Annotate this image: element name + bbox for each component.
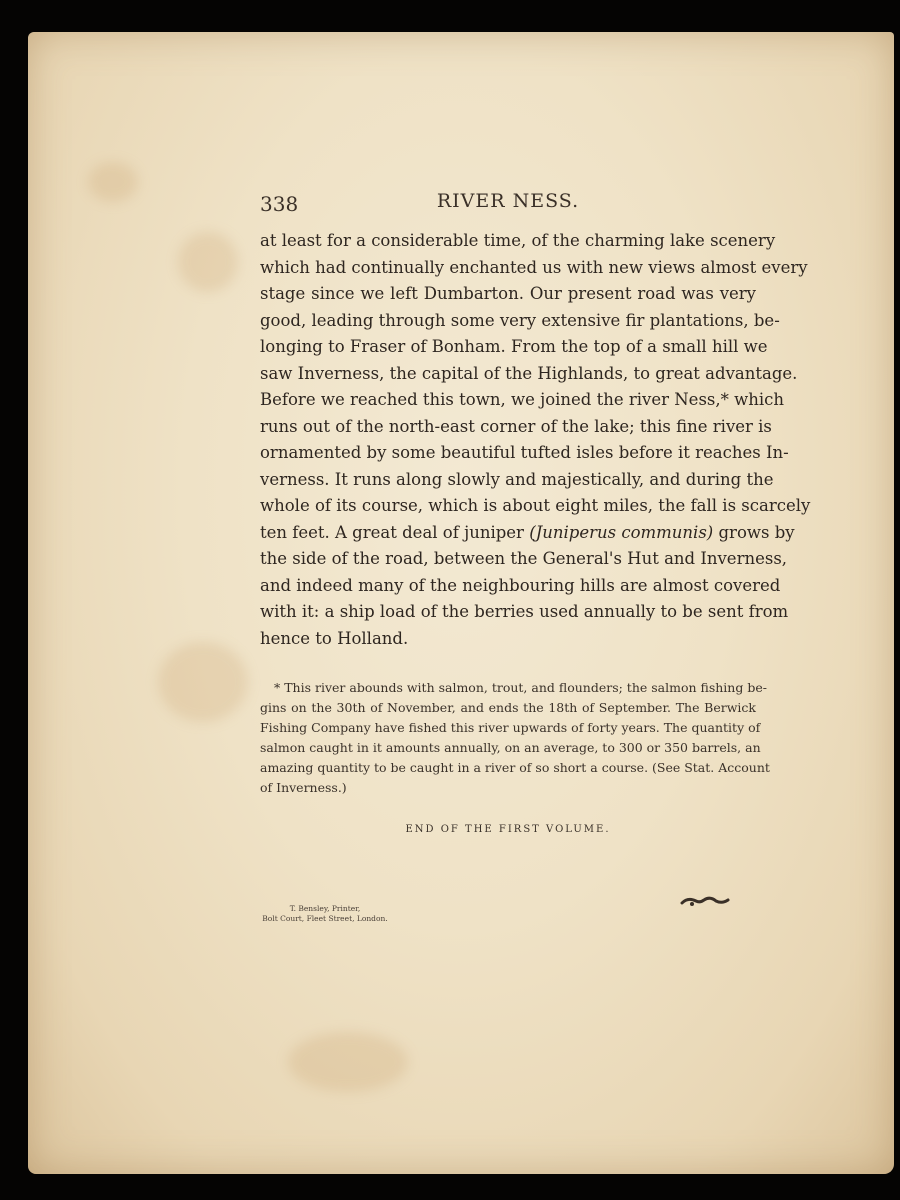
footnote-line: * This river abounds with salmon, trout, and flounders; the salmon fishing be-	[274, 680, 767, 695]
footnote-line: gins on the 30th of November, and ends the 18th of September. The Berwick	[260, 700, 756, 715]
end-of-volume-note: END OF THE FIRST VOLUME.	[405, 824, 611, 835]
body-line: which had continually enchanted us with new views almost every	[260, 257, 808, 277]
body-line: whole of its course, which is about eight miles, the fall is scarcely	[260, 496, 811, 515]
botanical-name: (Juniperus communis)	[529, 522, 714, 542]
page-number: 338	[260, 192, 299, 216]
footnote-line: amazing quantity to be caught in a river of so short a course. (See Stat. Account	[260, 760, 770, 775]
paper-stain	[88, 162, 138, 202]
chapter-title: RIVER NESS.	[436, 190, 580, 212]
paper-stain	[288, 1032, 408, 1092]
printer-address: Bolt Court, Fleet Street, London.	[262, 914, 388, 923]
footnote-line: of Inverness.)	[260, 780, 347, 795]
paper-stain	[158, 642, 248, 722]
book-page	[28, 32, 894, 1174]
body-line: at least for a considerable time, of the charming lake scenery	[260, 231, 776, 250]
printers-ornament-icon	[680, 894, 730, 908]
body-line: hence to Holland.	[260, 628, 409, 648]
paper-stain	[178, 232, 238, 292]
printer-name: T. Bensley, Printer,	[289, 904, 361, 913]
body-line: good, leading through some very extensive fir plantations, be-	[260, 310, 780, 330]
running-head	[260, 190, 756, 220]
body-line: runs out of the north-east corner of the lake; this fine river is	[260, 416, 772, 436]
body-line: and indeed many of the neighbouring hills are almost covered	[260, 575, 781, 595]
body-line: ten feet. A great deal of juniper (Juniperus communis) grows by	[260, 522, 795, 542]
footnote-line: salmon caught in it amounts annually, on an average, to 300 or 350 barrels, an	[260, 740, 761, 755]
body-line: stage since we left Dumbarton. Our present road was very	[260, 284, 756, 303]
body-line: ornamented by some beautiful tufted isles before it reaches In-	[260, 443, 789, 462]
printer-imprint	[250, 904, 400, 924]
body-line: saw Inverness, the capital of the Highlands, to great advantage.	[260, 363, 798, 383]
body-line: verness. It runs along slowly and majestically, and during the	[260, 469, 774, 489]
body-line: Before we reached this town, we joined the river Ness,* which	[260, 390, 785, 409]
body-line: longing to Fraser of Bonham. From the top of a small hill we	[260, 337, 768, 356]
body-text	[260, 228, 811, 652]
footnote	[260, 678, 770, 798]
footnote-line: Fishing Company have fished this river upwards of forty years. The quantity of	[260, 720, 761, 735]
body-line: the side of the road, between the General's Hut and Inverness,	[260, 549, 788, 568]
body-line: with it: a ship load of the berries used annually to be sent from	[260, 602, 789, 621]
